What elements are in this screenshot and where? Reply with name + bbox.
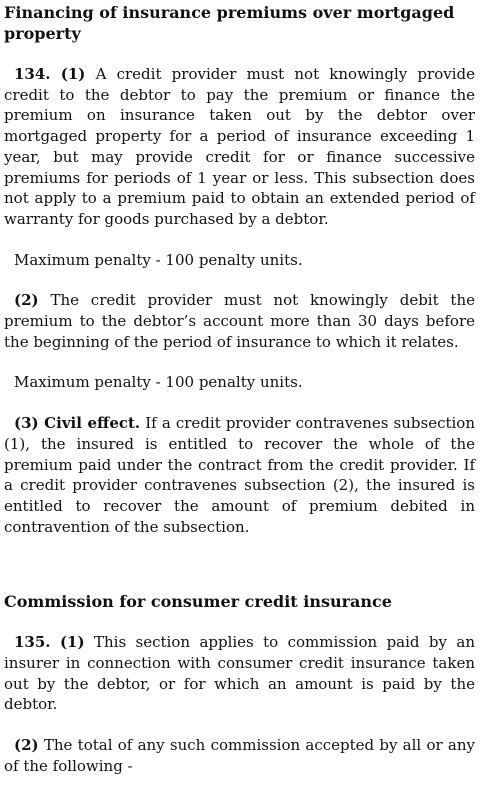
subsection-number: (1) [59,633,85,652]
subsection-number: (2) [14,291,39,310]
subsection-text: The credit provider must not knowingly debit the premium to the debtor’s account more than 30 days before the beginning of the period of insurance to which it relates. [4,291,475,351]
penalty-note: Maximum penalty - 100 penalty units. [14,373,303,392]
section-134-subsection-2 [4,290,475,352]
subsection-number: (2) [14,736,39,755]
subsection-text: The total of any such commission accepted by all or any of the following - [4,736,475,775]
subsection-text: A credit provider must not knowingly provide credit to the debtor to pay the premium or finance the premium on insurance taken out by the debtor over mortgaged property for a period of insurance exceeding 1 year, but may provide credit for or finance successive premiums for periods of 1 year or less. This subsection does not apply to a premium paid to obtain an extended period of warranty for goods purchased by a debtor. [4,65,475,228]
section-135-heading: Commission for consumer credit insurance [4,592,392,612]
subsection-text: This section applies to commission paid by an insurer in connection with consumer credit insurance taken out by the debtor, or for which an amount is paid by the debtor. [4,633,475,714]
section-134-subsection-1 [4,64,475,230]
section-number: 135. [14,633,51,652]
section-135-subsection-2 [4,735,475,776]
document-page [0,2,481,777]
penalty-note: Maximum penalty - 100 penalty units. [14,250,303,269]
subsection-text: If a credit provider contravenes subsection (1), the insured is entitled to recover the whole of the premium paid under the contract from the credit provider. If a credit provider contravenes subsection (2), the insured is entitled to recover the amount of premium debited in contravention of the subsection. [4,414,475,536]
section-134-heading: Financing of insurance premiums over mortgaged property [4,3,455,43]
section-number: 134. [14,65,51,83]
section-135-subsection-1 [4,632,475,715]
subsection-heading: (3) Civil effect. [14,414,141,433]
section-134-subsection-3 [4,413,475,537]
subsection-number: (1) [60,65,86,83]
